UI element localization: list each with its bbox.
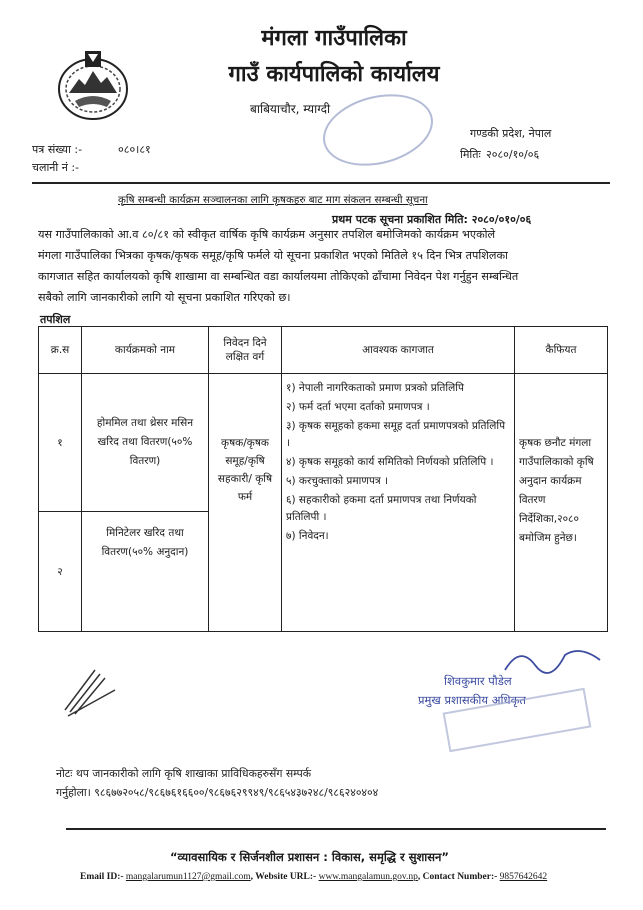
footer-divider xyxy=(66,828,606,830)
paragraph-line-4: सबैको लागि जानकारीको लागि यो सूचना प्रकाशित गरिएको छ। xyxy=(38,291,291,304)
scribble-icon xyxy=(60,660,120,720)
notice-paragraph xyxy=(38,224,613,308)
schedule-table xyxy=(38,326,608,632)
document-item: २) फर्म दर्ता भएमा दर्ताको प्रमाणपत्र । xyxy=(286,401,430,413)
office-name: गाउँ कार्यपालिको कार्यालय xyxy=(228,62,440,87)
note-line-2: गर्नुहोला। ९८६७७२०५८/९८६७६१६६००/९८६७६२९९४९/९८६५४३७२४८/९८६२४०४०४ xyxy=(56,786,379,799)
office-stamp xyxy=(315,83,440,176)
date-label: मितिः xyxy=(460,148,481,161)
email-link[interactable]: mangalarumun1127@gmail.com xyxy=(125,872,251,882)
document-item: ५) करचुक्ताको प्रमाणपत्र । xyxy=(286,475,389,487)
row-1-sn: १ xyxy=(39,374,82,512)
signature-scribble xyxy=(500,640,610,684)
website-link[interactable]: www.mangalamun.gov.np xyxy=(318,872,418,882)
letter-number-value: ०८०।८१ xyxy=(118,143,151,156)
header-target-line-1: निवेदन दिने xyxy=(223,337,267,349)
document-item: ६) सहकारीको हकमा दर्ता प्रमाणपत्र तथा निर्णयको प्रतिलिपी । xyxy=(286,494,477,523)
government-emblem xyxy=(55,45,131,125)
letter-number-label: पत्र संख्या :- xyxy=(32,143,83,156)
header-target-group xyxy=(209,327,282,374)
row-1-program: होममिल तथा थ्रेसर मसिन खरिद तथा वितरण(५०% वितरण) xyxy=(82,374,209,512)
office-address: बाबियाचौर, म्याग्दी xyxy=(250,102,331,116)
target-group-cell: कृषक/कृषक समूह/कृषि सहकारी/ कृषि फर्म xyxy=(209,374,282,632)
documents-cell xyxy=(282,374,515,632)
header-program: कार्यक्रमको नाम xyxy=(82,327,209,374)
signature-icon xyxy=(500,640,610,680)
document-item: ३) कृषक समूहको हकमा समूह दर्ता प्रमाणपत्रको प्रतिलिपि । xyxy=(286,420,506,449)
header-remarks: कैफियत xyxy=(515,327,608,374)
document-item: ४) कृषक समूहको कार्य समितिको निर्णयको प्रतिलिपि । xyxy=(286,456,494,468)
emblem-icon xyxy=(55,45,131,125)
paragraph-line-2: मंगला गाउँपालिका भित्रका कृषक/कृषक समूह/कृषि फर्मले यो सूचना प्रकाशित भएको मितिले १५ दिन भित्र तपशिलका xyxy=(38,249,508,262)
header-target-line-2: लक्षित वर्ग xyxy=(225,351,265,363)
table-row xyxy=(39,374,608,512)
org-name: मंगला गाउँपालिका xyxy=(261,26,407,51)
footer-contact-line xyxy=(80,872,547,882)
first-published-date: प्रथम पटक सूचना प्रकाशित मिति: २०८०/०१०/०६ xyxy=(332,213,532,226)
table-header-row xyxy=(39,327,608,374)
schedule-label: तपशिल xyxy=(40,313,71,326)
contact-number: 9857642642 xyxy=(499,872,548,882)
header-divider xyxy=(32,182,610,184)
header-sn: क्र.स xyxy=(39,327,82,374)
left-signature-scribble xyxy=(60,660,120,724)
footer-slogan: “व्यावसायिक र सिर्जनशील प्रशासन : विकास, समृद्धि र सुशासन” xyxy=(170,850,449,864)
header-documents: आवश्यक कागजात xyxy=(282,327,515,374)
document-item: १) नेपाली नागरिकताको प्रमाण प्रत्रको प्रतिलिपि xyxy=(286,382,464,394)
province-label: गण्डकी प्रदेश, नेपाल xyxy=(470,127,552,140)
date-value: २०८०/१०/०६ xyxy=(486,148,540,161)
signature-title: प्रमुख प्रशासकीय अधिकृत xyxy=(418,693,526,707)
document-item: ७) निवेदन। xyxy=(286,530,329,542)
remarks-cell: कृषक छनौट मंगला गाउँपालिकाको कृषि अनुदान कार्यक्रम वितरण निर्देशिका,२०८० बमोजिम हुनेछ। xyxy=(515,374,608,632)
paragraph-line-1: यस गाउँपालिकाको आ.व ८०/८१ को स्वीकृत वार्षिक कृषि कार्यक्रम अनुसार तपशिल बमोजिमको कार्यक्रम भएकोले xyxy=(38,228,496,241)
row-2-sn: २ xyxy=(39,512,82,632)
note-line-1: नोटः थप जानकारीको लागि कृषि शाखाका प्राविधिकहरुसँग सम्पर्क xyxy=(56,767,312,780)
website-label: , Website URL:- xyxy=(250,872,317,882)
contact-label: , Contact Number:- xyxy=(417,872,498,882)
paragraph-line-3: कागजात सहित कार्यालयको कृषि शाखामा वा सम्बन्धित वडा कार्यालयमा तोकिएको ढाँचामा निवेदन पेश गर्नुहुन सम्बन्धित xyxy=(38,270,519,283)
notice-title: कृषि सम्बन्धी कार्यक्रम सञ्चालनका लागि कृषकहरु बाट माग संकलन सम्बन्धी सूचना xyxy=(118,194,428,206)
row-2-program: मिनिटेलर खरिद तथा वितरण(५०% अनुदान) xyxy=(82,512,209,632)
signature-name: शिवकुमार पौडेल xyxy=(444,674,512,688)
dispatch-number-label: चलानी नं :- xyxy=(32,161,80,174)
email-label: Email ID:- xyxy=(80,872,124,882)
